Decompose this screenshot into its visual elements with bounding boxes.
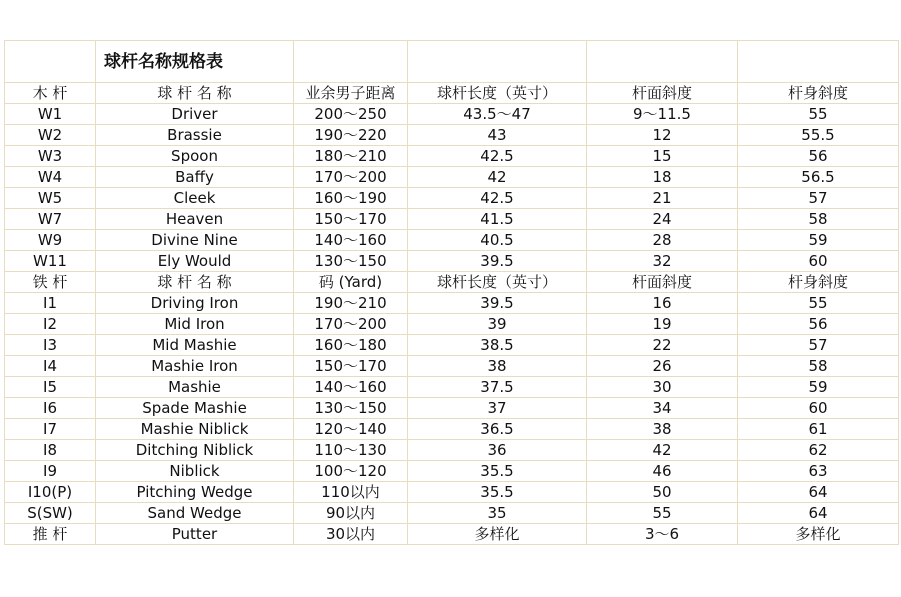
cell-distance: 190～220 xyxy=(294,125,408,146)
cell-distance: 140～160 xyxy=(294,230,408,251)
cell-loft: 30 xyxy=(587,377,738,398)
cell-length: 37.5 xyxy=(408,377,587,398)
cell-loft: 34 xyxy=(587,398,738,419)
cell-distance: 120～140 xyxy=(294,419,408,440)
cell-distance: 160～190 xyxy=(294,188,408,209)
header-club-code: 铁 杆 xyxy=(5,272,96,293)
cell-length: 39.5 xyxy=(408,293,587,314)
cell-distance: 160～180 xyxy=(294,335,408,356)
cell-loft: 28 xyxy=(587,230,738,251)
cell-club-code: W1 xyxy=(5,104,96,125)
cell-club-name: Cleek xyxy=(96,188,294,209)
cell-length: 36 xyxy=(408,440,587,461)
cell-loft: 32 xyxy=(587,251,738,272)
cell-length: 41.5 xyxy=(408,209,587,230)
table-row xyxy=(5,167,899,188)
cell-club-name: Ditching Niblick xyxy=(96,440,294,461)
cell-club-name: Brassie xyxy=(96,125,294,146)
header-distance: 业余男子距离 xyxy=(294,83,408,104)
cell-lie: 60 xyxy=(738,398,899,419)
cell-lie: 62 xyxy=(738,440,899,461)
cell-distance: 140～160 xyxy=(294,377,408,398)
cell-club-code: I10(P) xyxy=(5,482,96,503)
cell-length: 38.5 xyxy=(408,335,587,356)
cell-distance: 200～250 xyxy=(294,104,408,125)
cell-club-code: I9 xyxy=(5,461,96,482)
table-row xyxy=(5,419,899,440)
cell-distance: 150～170 xyxy=(294,356,408,377)
cell-length: 42.5 xyxy=(408,188,587,209)
cell-club-name: Spade Mashie xyxy=(96,398,294,419)
cell-lie: 61 xyxy=(738,419,899,440)
cell-lie: 55 xyxy=(738,104,899,125)
table-row xyxy=(5,146,899,167)
cell-distance: 90以内 xyxy=(294,503,408,524)
cell-lie: 64 xyxy=(738,503,899,524)
header-club-code: 木 杆 xyxy=(5,83,96,104)
cell-distance: 170～200 xyxy=(294,314,408,335)
cell-lie: 59 xyxy=(738,230,899,251)
cell-lie: 57 xyxy=(738,335,899,356)
cell-distance: 170～200 xyxy=(294,167,408,188)
cell-club-name: Divine Nine xyxy=(96,230,294,251)
cell-lie: 63 xyxy=(738,461,899,482)
cell-club-code: S(SW) xyxy=(5,503,96,524)
cell-loft: 24 xyxy=(587,209,738,230)
cell-club-name: Heaven xyxy=(96,209,294,230)
cell-distance: 110～130 xyxy=(294,440,408,461)
cell-club-name: Baffy xyxy=(96,167,294,188)
table-row xyxy=(5,440,899,461)
cell-club-name: Mashie Iron xyxy=(96,356,294,377)
putter-row xyxy=(5,524,899,545)
cell-distance: 110以内 xyxy=(294,482,408,503)
cell-club-code: I4 xyxy=(5,356,96,377)
cell-loft: 38 xyxy=(587,419,738,440)
cell-club-name: Driving Iron xyxy=(96,293,294,314)
cell-length: 38 xyxy=(408,356,587,377)
cell-loft: 19 xyxy=(587,314,738,335)
cell-club-name: Ely Would xyxy=(96,251,294,272)
cell-club-code: W3 xyxy=(5,146,96,167)
cell-length: 35.5 xyxy=(408,461,587,482)
cell-lie: 58 xyxy=(738,356,899,377)
table-row xyxy=(5,503,899,524)
cell-length: 35 xyxy=(408,503,587,524)
cell-club-code: W5 xyxy=(5,188,96,209)
cell-lie: 57 xyxy=(738,188,899,209)
title-blank-cell xyxy=(408,41,587,83)
cell-club-code: I8 xyxy=(5,440,96,461)
cell-club-code: W9 xyxy=(5,230,96,251)
cell-loft: 16 xyxy=(587,293,738,314)
cell-lie: 55.5 xyxy=(738,125,899,146)
cell-loft: 18 xyxy=(587,167,738,188)
cell-club-name: Mid Mashie xyxy=(96,335,294,356)
iron-header-row xyxy=(5,272,899,293)
cell-club-code: I2 xyxy=(5,314,96,335)
cell-length: 43.5～47 xyxy=(408,104,587,125)
cell-length: 42.5 xyxy=(408,146,587,167)
cell-lie: 58 xyxy=(738,209,899,230)
header-club-name: 球 杆 名 称 xyxy=(96,83,294,104)
table-row xyxy=(5,377,899,398)
cell-lie: 60 xyxy=(738,251,899,272)
cell-club-code: I7 xyxy=(5,419,96,440)
cell-distance: 30以内 xyxy=(294,524,408,545)
title-blank-cell xyxy=(738,41,899,83)
table-row xyxy=(5,125,899,146)
cell-club-code: W2 xyxy=(5,125,96,146)
table-row xyxy=(5,335,899,356)
cell-club-code: 推 杆 xyxy=(5,524,96,545)
table-row xyxy=(5,251,899,272)
cell-distance: 100～120 xyxy=(294,461,408,482)
club-spec-table xyxy=(4,40,899,545)
cell-length: 39 xyxy=(408,314,587,335)
cell-distance: 130～150 xyxy=(294,398,408,419)
header-loft: 杆面斜度 xyxy=(587,83,738,104)
cell-lie: 56 xyxy=(738,146,899,167)
cell-distance: 190～210 xyxy=(294,293,408,314)
header-length: 球杆长度（英寸） xyxy=(408,83,587,104)
cell-club-code: W7 xyxy=(5,209,96,230)
cell-length: 40.5 xyxy=(408,230,587,251)
title-blank-cell xyxy=(587,41,738,83)
cell-distance: 130～150 xyxy=(294,251,408,272)
table-title: 球杆名称规格表 xyxy=(96,41,294,83)
cell-loft: 42 xyxy=(587,440,738,461)
cell-length: 43 xyxy=(408,125,587,146)
cell-loft: 12 xyxy=(587,125,738,146)
wood-header-row xyxy=(5,83,899,104)
table-row xyxy=(5,188,899,209)
header-club-name: 球 杆 名 称 xyxy=(96,272,294,293)
cell-club-code: I6 xyxy=(5,398,96,419)
cell-club-code: W11 xyxy=(5,251,96,272)
cell-length: 35.5 xyxy=(408,482,587,503)
cell-club-code: I5 xyxy=(5,377,96,398)
cell-lie: 59 xyxy=(738,377,899,398)
table-row xyxy=(5,230,899,251)
cell-loft: 3～6 xyxy=(587,524,738,545)
header-length: 球杆长度（英寸） xyxy=(408,272,587,293)
cell-club-name: Sand Wedge xyxy=(96,503,294,524)
cell-club-name: Putter xyxy=(96,524,294,545)
cell-length: 36.5 xyxy=(408,419,587,440)
cell-length: 42 xyxy=(408,167,587,188)
cell-lie: 多样化 xyxy=(738,524,899,545)
cell-club-name: Driver xyxy=(96,104,294,125)
cell-lie: 64 xyxy=(738,482,899,503)
header-loft: 杆面斜度 xyxy=(587,272,738,293)
table-row xyxy=(5,356,899,377)
header-distance: 码 (Yard) xyxy=(294,272,408,293)
cell-lie: 55 xyxy=(738,293,899,314)
header-lie: 杆身斜度 xyxy=(738,272,899,293)
cell-club-code: I3 xyxy=(5,335,96,356)
cell-length: 39.5 xyxy=(408,251,587,272)
table-row xyxy=(5,314,899,335)
cell-club-code: W4 xyxy=(5,167,96,188)
cell-loft: 22 xyxy=(587,335,738,356)
cell-club-name: Mashie xyxy=(96,377,294,398)
cell-length: 37 xyxy=(408,398,587,419)
cell-loft: 50 xyxy=(587,482,738,503)
cell-club-name: Spoon xyxy=(96,146,294,167)
cell-distance: 180～210 xyxy=(294,146,408,167)
cell-loft: 55 xyxy=(587,503,738,524)
title-blank-cell xyxy=(5,41,96,83)
cell-club-name: Mid Iron xyxy=(96,314,294,335)
cell-distance: 150～170 xyxy=(294,209,408,230)
table-row xyxy=(5,209,899,230)
cell-loft: 26 xyxy=(587,356,738,377)
table-row xyxy=(5,398,899,419)
header-lie: 杆身斜度 xyxy=(738,83,899,104)
title-blank-cell xyxy=(294,41,408,83)
cell-lie: 56 xyxy=(738,314,899,335)
cell-club-code: I1 xyxy=(5,293,96,314)
table-row xyxy=(5,293,899,314)
cell-club-name: Mashie Niblick xyxy=(96,419,294,440)
cell-lie: 56.5 xyxy=(738,167,899,188)
table-row xyxy=(5,104,899,125)
table-row xyxy=(5,461,899,482)
cell-club-name: Pitching Wedge xyxy=(96,482,294,503)
cell-loft: 21 xyxy=(587,188,738,209)
cell-length: 多样化 xyxy=(408,524,587,545)
cell-loft: 15 xyxy=(587,146,738,167)
cell-loft: 9～11.5 xyxy=(587,104,738,125)
cell-loft: 46 xyxy=(587,461,738,482)
title-row xyxy=(5,41,899,83)
cell-club-name: Niblick xyxy=(96,461,294,482)
table-row xyxy=(5,482,899,503)
